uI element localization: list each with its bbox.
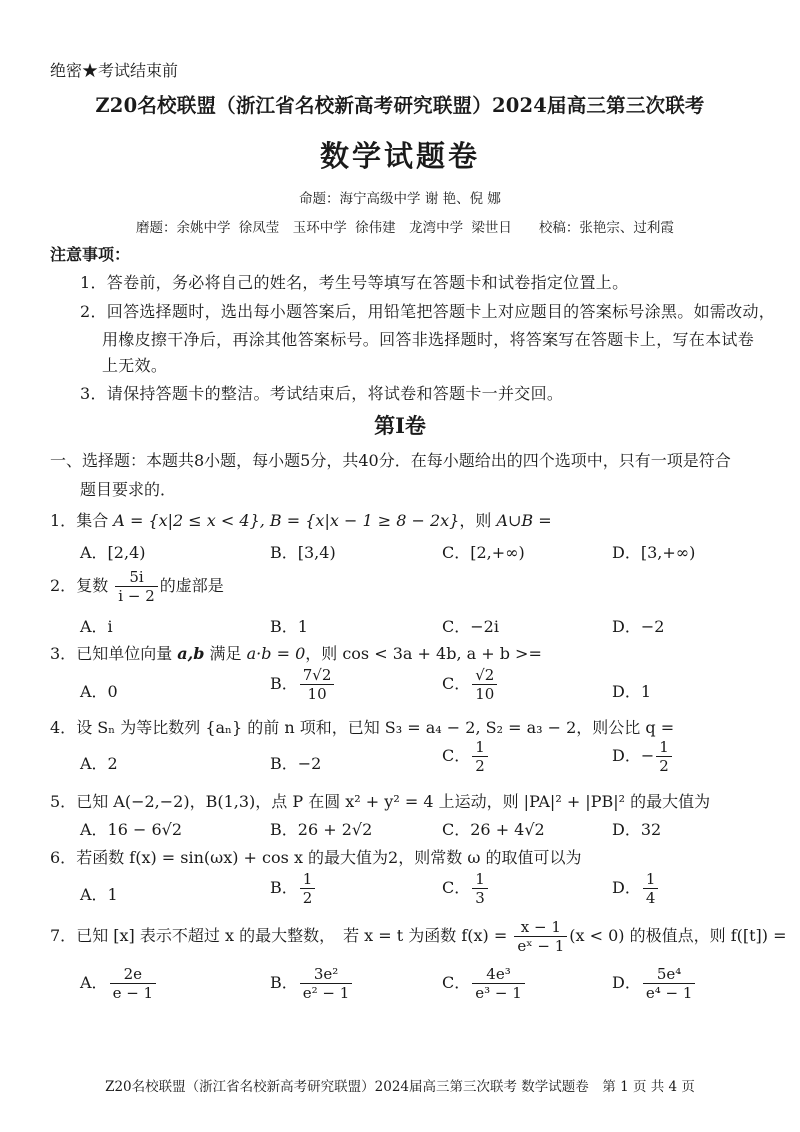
exam-title: Z20名校联盟（浙江省名校新高考研究联盟）2024届高三第三次联考 xyxy=(95,94,705,117)
q4-option-c: C． $\frac{1}{2}$ xyxy=(442,738,490,775)
q7-option-d: D． $\frac{\text{5e⁴}}{\text{e⁴ − 1}}$ xyxy=(612,965,697,1002)
q1-option-b: B．[3,4) xyxy=(270,543,336,562)
q5-option-c: C．26 + 4√2 xyxy=(442,820,545,839)
q1-option-c: C．[2,+∞) xyxy=(442,543,525,562)
section-heading: 一、选择题：本题共8小题，每小题5分，共40分．在每小题给出的四个选项中，只有一项是符合 xyxy=(50,451,731,470)
q3-option-a: A．0 xyxy=(80,682,118,701)
q6-option-b: B． $\frac{1}{2}$ xyxy=(270,870,317,907)
question-3: 3．已知单位向量 a,b 满足 a·b = 0，则 cos < 3a + 4b, a + b >= xyxy=(50,644,542,663)
authors-line: 命题：海宁高级中学 谢 艳、倪 娜 xyxy=(299,191,501,207)
notice-item-2-cont: 用橡皮擦干净后，再涂其他答案标号。回答非选择题时，将答案写在答题卡上，写在本试卷 xyxy=(102,330,755,349)
notice-item-3: 3．请保持答题卡的整洁。考试结束后，将试卷和答题卡一并交回。 xyxy=(80,384,564,403)
q7-option-b: B． $\frac{\text{3e²}}{\text{e² − 1}}$ xyxy=(270,965,354,1002)
q6-option-a: A．1 xyxy=(80,885,118,904)
question-1: 1．集合 A = {x|2 ≤ x < 4}, B = {x|x − 1 ≥ 8 − 2x}，则 A∪B = xyxy=(50,511,552,530)
confidential-label: 绝密★考试结束前 xyxy=(50,61,179,80)
q3-option-c: C． $\frac{√2}{10}$ xyxy=(442,666,499,703)
q4-option-b: B．−2 xyxy=(270,754,322,773)
notice-item-2: 2．回答选择题时，选出每小题答案后，用铅笔把答题卡上对应题目的答案标号涂黑。如需改动， xyxy=(80,302,776,321)
q1-option-d: D．[3,+∞) xyxy=(612,543,696,562)
q3-option-d: D．1 xyxy=(612,682,652,701)
paper-title: 数学试题卷 xyxy=(319,139,480,173)
question-number: 1． xyxy=(50,511,77,530)
q4-option-d: D．− $\frac{1}{2}$ xyxy=(612,738,674,775)
q1-option-a: A．[2,4) xyxy=(80,543,146,562)
q2-option-d: D．−2 xyxy=(612,617,665,636)
notice-title: 注意事项： xyxy=(50,245,131,264)
page-footer: Z20名校联盟（浙江省名校新高考研究联盟）2024届高三第三次联考 数学试题卷 第 1 页 共 4 页 xyxy=(105,1079,695,1095)
reviewers-line: 磨题：余姚中学 徐凤莹 玉环中学 徐伟建 龙湾中学 梁世日 校稿：张艳宗、过利霞 xyxy=(136,220,674,236)
fraction: $\frac{5i}{i - 2}$ xyxy=(115,568,157,605)
q4-option-a: A．2 xyxy=(80,754,118,773)
question-6: 6．若函数 f(x) = sin(ωx) + cos x 的最大值为2，则常数 ω 的取值可以为 xyxy=(50,848,582,867)
q2-option-b: B．1 xyxy=(270,617,308,636)
q6-option-c: C． $\frac{1}{3}$ xyxy=(442,870,490,907)
notice-item-1: 1．答卷前，务必将自己的姓名，考生号等填写在答题卡和试卷指定位置上。 xyxy=(80,273,629,292)
q3-option-b: B． $\frac{7√2}{10}$ xyxy=(270,666,336,703)
section-heading-cont: 题目要求的． xyxy=(80,480,177,499)
question-7: 7．已知 [x] 表示不超过 x 的最大整数， 若 x = t 为函数 f(x) = $\frac{x - 1}{\text{eˣ − 1}}$ (x < 0) 的极值点，则 f([t]) = xyxy=(50,918,787,955)
q6-option-d: D． $\frac{1}{4}$ xyxy=(612,870,660,907)
part-title: 第Ⅰ卷 xyxy=(374,413,426,438)
q5-option-b: B．26 + 2√2 xyxy=(270,820,373,839)
q5-option-d: D．32 xyxy=(612,820,662,839)
q2-option-a: A．i xyxy=(80,617,113,636)
notice-item-2-cont2: 上无效。 xyxy=(102,356,168,375)
q7-option-a: A． $\frac{2e}{e - 1}$ xyxy=(80,965,158,1002)
q5-option-a: A．16 − 6√2 xyxy=(80,820,183,839)
q2-option-c: C．−2i xyxy=(442,617,499,636)
question-2: 2．复数 $\frac{5i}{i - 2}$ 的虚部是 xyxy=(50,568,224,605)
question-5: 5．已知 A(−2,−2)，B(1,3)，点 P 在圆 x² + y² = 4 上运动，则 |PA|² + |PB|² 的最大值为 xyxy=(50,792,711,811)
q7-option-c: C． $\frac{\text{4e³}}{\text{e³ − 1}}$ xyxy=(442,965,527,1002)
question-4: 4．设 Sₙ 为等比数列 {aₙ} 的前 n 项和，已知 S₃ = a₄ − 2, S₂ = a₃ − 2，则公比 q = xyxy=(50,718,675,737)
